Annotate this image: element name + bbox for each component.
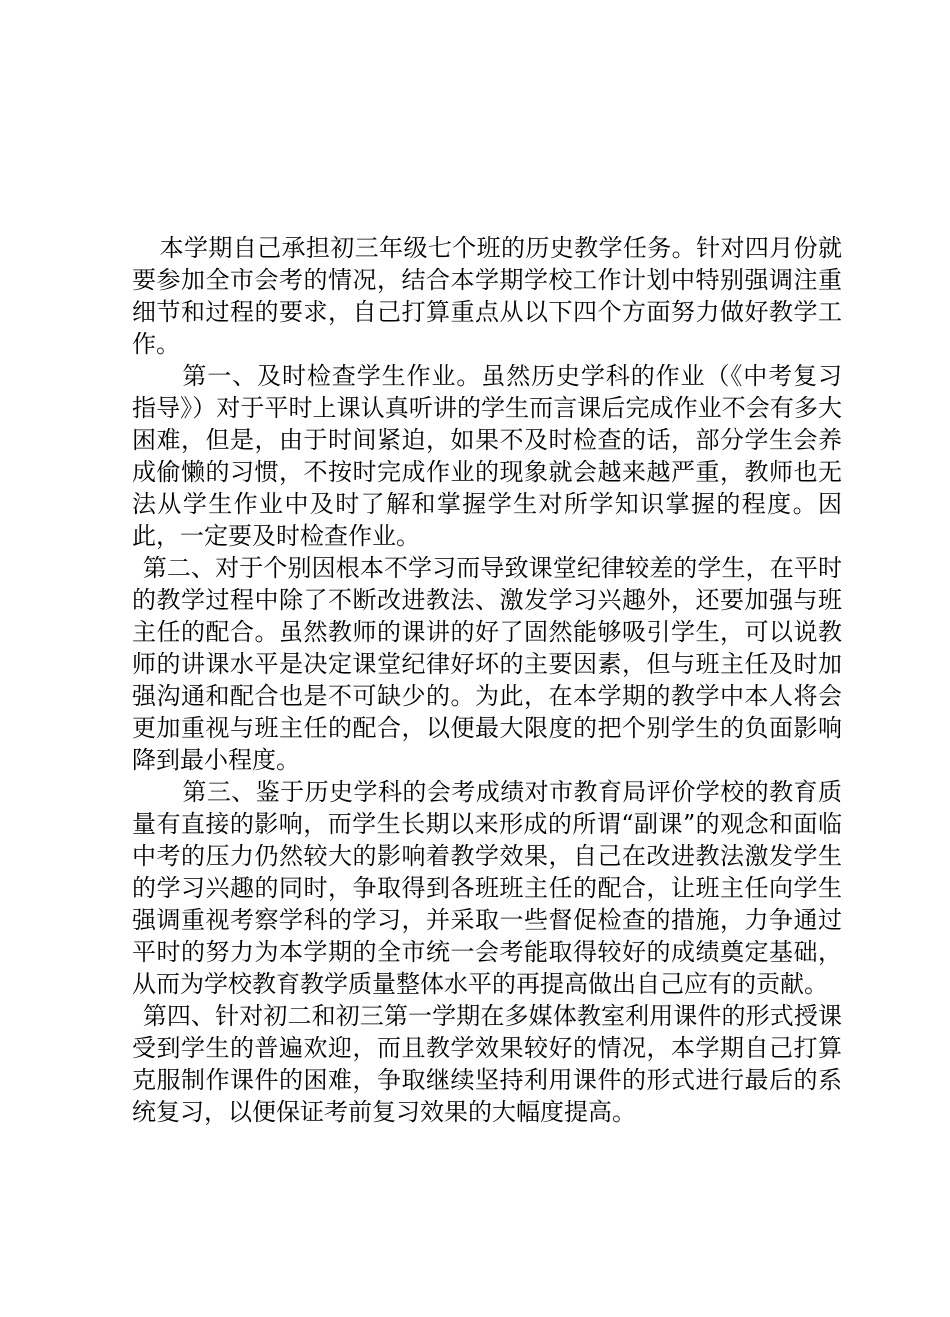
point-one-paragraph: 第一、及时检查学生作业。虽然历史学科的作业（《中考复习指导》）对于平时上课认真听讲的学生而言课后完成作业不会有多大困难，但是，由于时间紧迫，如果不及时检查的话，部分学生会养成偷懒的习惯，不按时完成作业的现象就会越来越严重，教师也无法从学生作业中及时了解和掌握学生对所学知识掌握的程度。因此，一定要及时检查作业。 [132, 362, 842, 550]
point-two-paragraph: 第二、对于个别因根本不学习而导致课堂纪律较差的学生，在平时的教学过程中除了不断改进教法、激发学习兴趣外，还要加强与班主任的配合。虽然教师的课讲的好了固然能够吸引学生，可以说教师的讲课水平是决定课堂纪律好坏的主要因素，但与班主任及时加强沟通和配合也是不可缺少的。为此，在本学期的教学中本人将会更加重视与班主任的配合，以便最大限度的把个别学生的负面影响降到最小程度。 [132, 554, 842, 774]
intro-paragraph: 本学期自己承担初三年级七个班的历史教学任务。针对四月份就要参加全市会考的情况，结合本学期学校工作计划中特别强调注重细节和过程的要求，自己打算重点从以下四个方面努力做好教学工作。 [132, 234, 842, 358]
document-body [132, 232, 842, 1128]
point-four-paragraph: 第四、针对初二和初三第一学期在多媒体教室利用课件的形式授课受到学生的普遍欢迎，而且教学效果较好的情况，本学期自己打算克服制作课件的困难，争取继续坚持利用课件的形式进行最后的系统复习，以便保证考前复习效果的大幅度提高。 [132, 1002, 842, 1126]
point-three-paragraph: 第三、鉴于历史学科的会考成绩对市教育局评价学校的教育质量有直接的影响，而学生长期以来形成的所谓“副课”的观念和面临中考的压力仍然较大的影响着教学效果，自己在改进教法激发学生的学习兴趣的同时，争取得到各班班主任的配合，让班主任向学生强调重视考察学科的学习，并采取一些督促检查的措施，力争通过平时的努力为本学期的全市统一会考能取得较好的成绩奠定基础，从而为学校教育教学质量整体水平的再提高做出自己应有的贡献。 [132, 778, 842, 998]
